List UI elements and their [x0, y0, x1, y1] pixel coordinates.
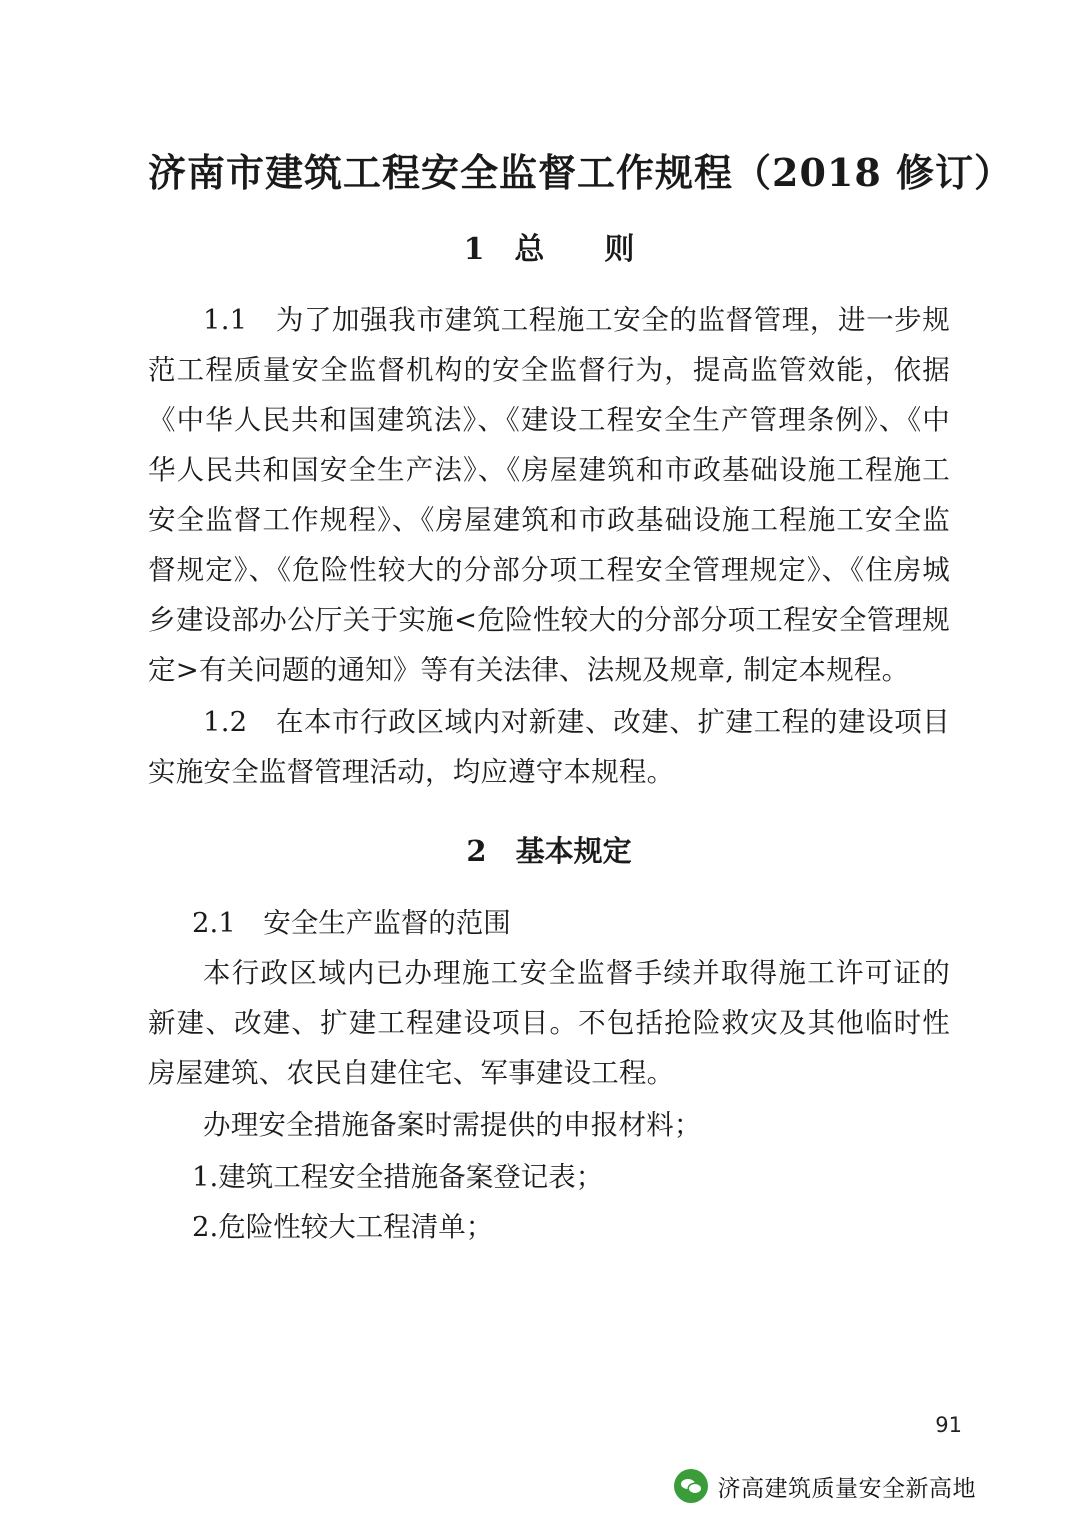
- paragraph-2-1-scope: 本行政区域内已办理施工安全监督手续并取得施工许可证的新建、改建、扩建工程建设项目。不包括抢险救灾及其他临时性房屋建筑、农民自建住宅、军事建设工程。: [148, 957, 950, 1090]
- page-title: 济南市建筑工程安全监督工作规程（2018 修订）: [148, 150, 1013, 195]
- subsection-heading-2-1: 2.1 安全生产监督的范围: [192, 907, 511, 940]
- footer-brand-label: 济高建筑质量安全新高地: [717, 1475, 976, 1502]
- section-heading-1: 1 总 则: [463, 231, 635, 267]
- footer-brand: [674, 1469, 977, 1503]
- list-item: 1.建筑工程安全措施备案登记表；: [192, 1161, 604, 1194]
- section-heading-2: 2 基本规定: [466, 833, 632, 868]
- paragraph-1-1: 1.1 为了加强我市建筑工程施工安全的监督管理，进一步规范工程质量安全监督机构的安全监督行为，提高监管效能，依据《中华人民共和国建筑法》、《建设工程安全生产管理条例》、《中华人民共和国安全生产法》、《房屋建筑和市政基础设施工程施工安全监督工作规程》、《房屋建筑和市政基础设施工程施工安全监督规定》、《危险性较大的分部分项工程安全管理规定》、《住房城乡建设部办公厅关于实施<危险性较大的分部分项工程安全管理规定>有关问题的通知》等有关法律、法规及规章, 制定本规程。: [148, 303, 950, 686]
- paragraph-1-2: 1.2 在本市行政区域内对新建、改建、扩建工程的建设项目实施安全监督管理活动，均应遵守本规程。: [148, 705, 950, 788]
- list-item: 2.危险性较大工程清单；: [192, 1211, 494, 1244]
- paragraph-2-1-materials: 办理安全措施备案时需提供的申报材料；: [203, 1109, 702, 1142]
- wechat-icon: [674, 1469, 708, 1503]
- page-number: 91: [935, 1413, 962, 1437]
